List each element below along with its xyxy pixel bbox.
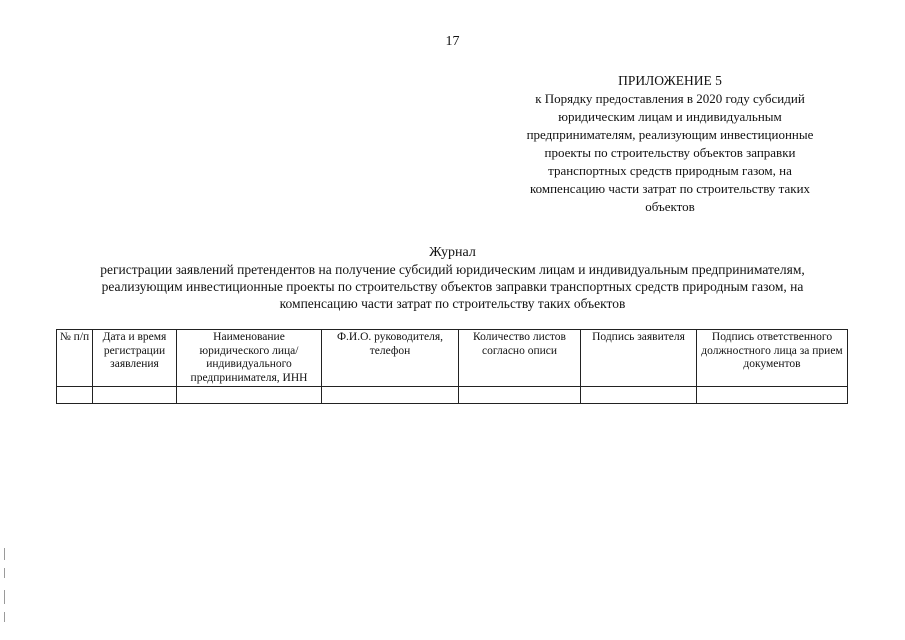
appendix-line: транспортных средств природным газом, на [548, 163, 792, 178]
scan-edge-mark [4, 568, 5, 578]
table-cell [459, 387, 581, 404]
column-header-director-phone: Ф.И.О. руководителя, телефон [322, 330, 459, 387]
appendix-title: ПРИЛОЖЕНИЕ 5 [618, 73, 722, 88]
column-header-registration-date: Дата и время регистрации заявления [93, 330, 177, 387]
registration-table [56, 329, 848, 404]
table-cell [177, 387, 322, 404]
table-cell [581, 387, 697, 404]
column-header-applicant-signature: Подпись заявителя [581, 330, 697, 387]
table-header-row [57, 330, 848, 387]
scan-edge-mark [4, 548, 5, 560]
appendix-line: предпринимателям, реализующим инвестиционные [526, 127, 814, 142]
table-cell [93, 387, 177, 404]
journal-title: Журнал [429, 245, 476, 260]
appendix-block [500, 72, 840, 216]
page-number: 17 [445, 34, 460, 49]
column-header-sheet-count: Количество листов согласно описи [459, 330, 581, 387]
journal-heading [40, 244, 865, 312]
column-header-applicant-name: Наименование юридического лица/индивидуального предпринимателя, ИНН [177, 330, 322, 387]
appendix-line: к Порядку предоставления в 2020 году субсидий [535, 91, 805, 106]
table-cell [697, 387, 848, 404]
appendix-line: объектов [645, 199, 695, 214]
journal-subtitle-line: реализующим инвестиционные проекты по строительству объектов заправки транспортных средств природным газом, на [101, 279, 804, 294]
scan-edge-mark [4, 612, 5, 622]
journal-subtitle-line: компенсацию части затрат по строительству таких объектов [279, 296, 626, 311]
journal-subtitle-line: регистрации заявлений претендентов на получение субсидий юридическим лицам и индивидуальным предпринимателям, [100, 262, 805, 277]
table-row [57, 387, 848, 404]
column-header-number: № п/п [57, 330, 93, 387]
appendix-line: компенсацию части затрат по строительству таких [529, 181, 811, 196]
column-header-official-signature: Подпись ответственного должностного лица за прием документов [697, 330, 848, 387]
scan-edge-mark [4, 590, 5, 604]
table-cell [322, 387, 459, 404]
appendix-line: проекты по строительству объектов заправки [544, 145, 796, 160]
table-cell [57, 387, 93, 404]
appendix-line: юридическим лицам и индивидуальным [558, 109, 782, 124]
